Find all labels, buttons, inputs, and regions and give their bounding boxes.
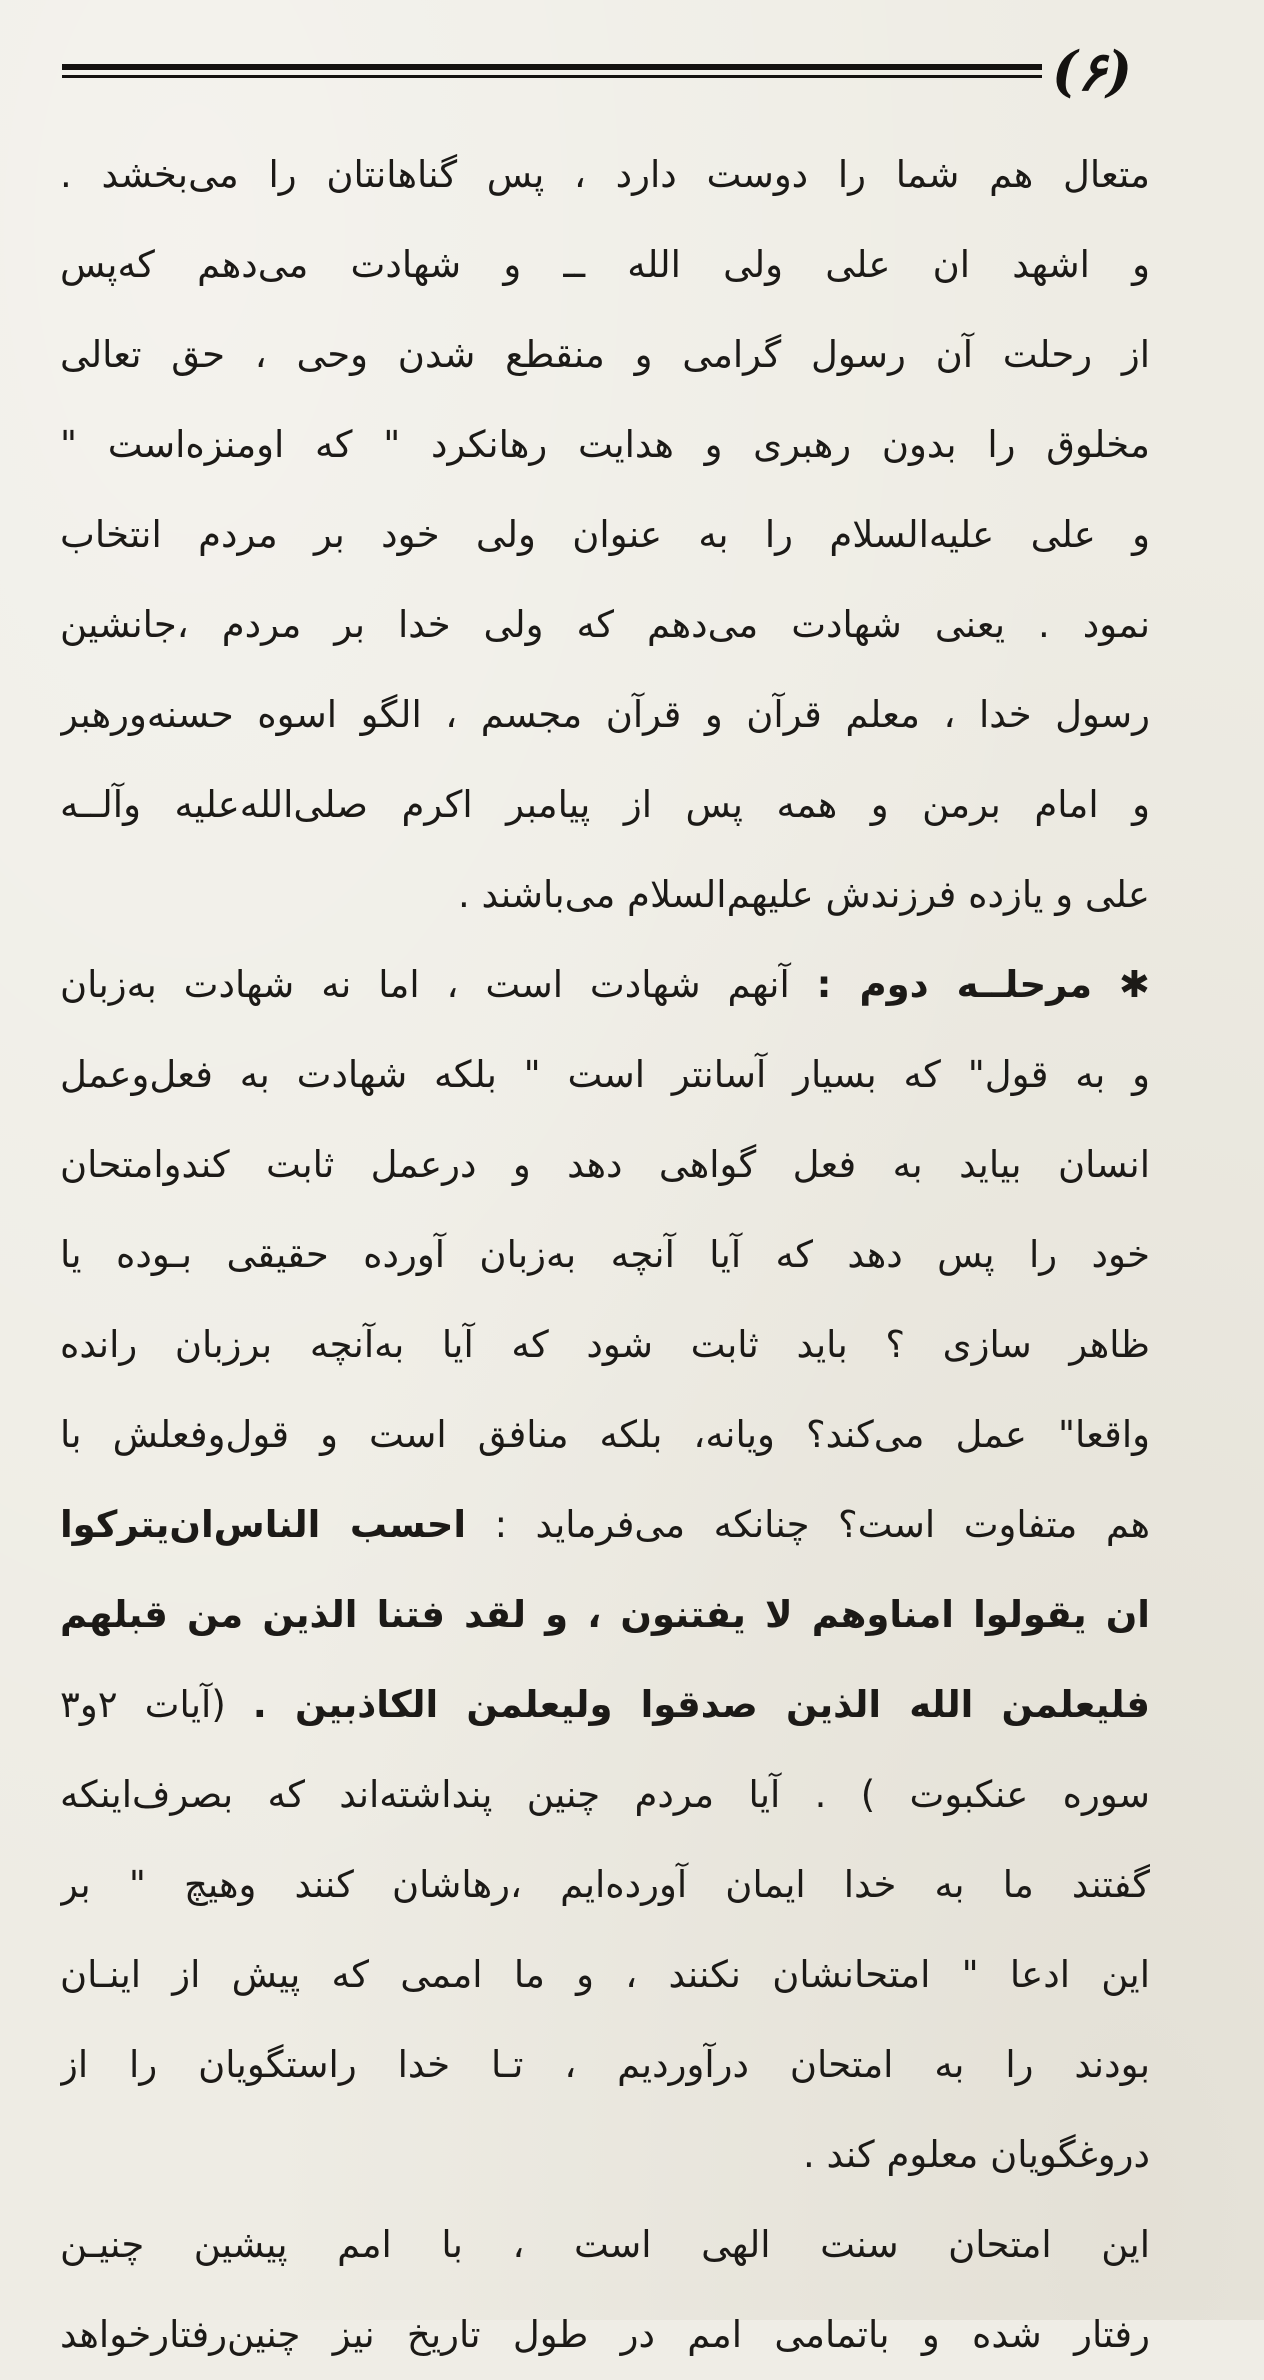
text-line-14: ظاهر سازی ؟ باید ثابت شود که آیا به‌آنچه برزبان رانده	[60, 1323, 1150, 1366]
text-line-2: و اشهد ان علی ولی الله ــ و شهادت می‌دهم که‌پس	[60, 243, 1150, 286]
text-line-25: رفتار شده و باتمامی امم در طول تاریخ نیز چنین‌رفتارخواهد	[60, 2313, 1150, 2356]
text-line-24: این امتحان سنت الهی است ، با امم پیشین چنیـن	[60, 2223, 1150, 2266]
verse-reference-start: (آیات ۲و۳	[60, 1683, 226, 1726]
text-line-9: علی و یازده فرزندش علیهم‌السلام می‌باشند .	[457, 873, 1150, 916]
text-line-19: سوره عنکبوت ) . آیا مردم چنین پنداشته‌اند که بصرف‌اینکه	[60, 1773, 1150, 1816]
quran-verse-end: فلیعلمن الله الذین صدقوا ولیعلمن الکاذبین .	[252, 1683, 1150, 1726]
header-rule-thick	[62, 64, 1042, 70]
text-line-12: انسان بیاید به فعل گواهی دهد و درعمل ثابت کندوامتحان	[60, 1143, 1150, 1186]
text-line-16	[60, 1480, 1150, 1570]
header-rule-thin	[62, 75, 1042, 78]
text-line-1: متعال هم شما را دوست دارد ، پس گناهانتان را می‌بخشد .	[60, 153, 1150, 196]
text-line-4: مخلوق را بدون رهبری و هدایت رهانکرد " که اومنزه‌است "	[60, 423, 1150, 466]
text-line-6: نمود . یعنی شهادت می‌دهم که ولی خدا بر مردم ،جانشین	[60, 603, 1150, 646]
quran-verse-start: احسب الناس‌ان‌یترکوا	[60, 1503, 467, 1546]
page-number: (۶)	[1052, 39, 1133, 103]
text-line-13: خود را پس دهد که آیا آنچه به‌زبان آورده حقیقی بـوده یا	[60, 1233, 1150, 1276]
text-line-15: واقعا" عمل می‌کند؟ ویانه، بلکه منافق است و قول‌وفعلش با	[60, 1413, 1150, 1456]
text-line-10-rest: آنهم شهادت است ، اما نه شهادت به‌زبان	[60, 963, 790, 1006]
text-line-3: از رحلت آن رسول گرامی و منقطع شدن وحی ، حق تعالی	[60, 333, 1150, 376]
text-line-22: بودند را به امتحان درآوردیم ، تـا خدا راستگویان را از	[60, 2043, 1150, 2086]
text-line-23: دروغگویان معلوم کند .	[802, 2133, 1150, 2176]
text-line-11: و به قول" که بسیار آسانتر است " بلکه شهادت به فعل‌وعمل	[60, 1053, 1150, 1096]
header-double-rule	[62, 56, 1042, 84]
text-line-18	[60, 1660, 1150, 1750]
text-line-21: این ادعا " امتحانشان نکنند ، و ما اممی که پیش از اینـان	[60, 1953, 1150, 1996]
text-line-16-plain: هم متفاوت است؟ چنانکه می‌فرماید :	[466, 1503, 1150, 1546]
text-line-7: رسول خدا ، معلم قرآن و قرآن مجسم ، الگو اسوه حسنه‌ورهبر	[60, 693, 1150, 736]
quran-verse-middle: ان یقولوا امناوهم لا یفتنون ، و لقد فتنا الذین من قبلهم	[60, 1593, 1150, 1636]
text-line-5: و علی علیه‌السلام را به عنوان ولی خود بر مردم انتخاب	[60, 513, 1150, 556]
text-line-20: گفتند ما به خدا ایمان آورده‌ایم ،رهاشان کنند وهیچ " بر	[60, 1863, 1150, 1906]
text-line-8: و امام برمن و همه پس از پیامبر اکرم صلی‌الله‌علیه وآلــه	[60, 783, 1150, 826]
text-line-10	[60, 940, 1150, 1030]
section-marker-icon: ✱	[1119, 963, 1150, 1006]
body-text	[60, 130, 1150, 2380]
section-heading-term: مرحلــه دوم :	[816, 963, 1093, 1006]
